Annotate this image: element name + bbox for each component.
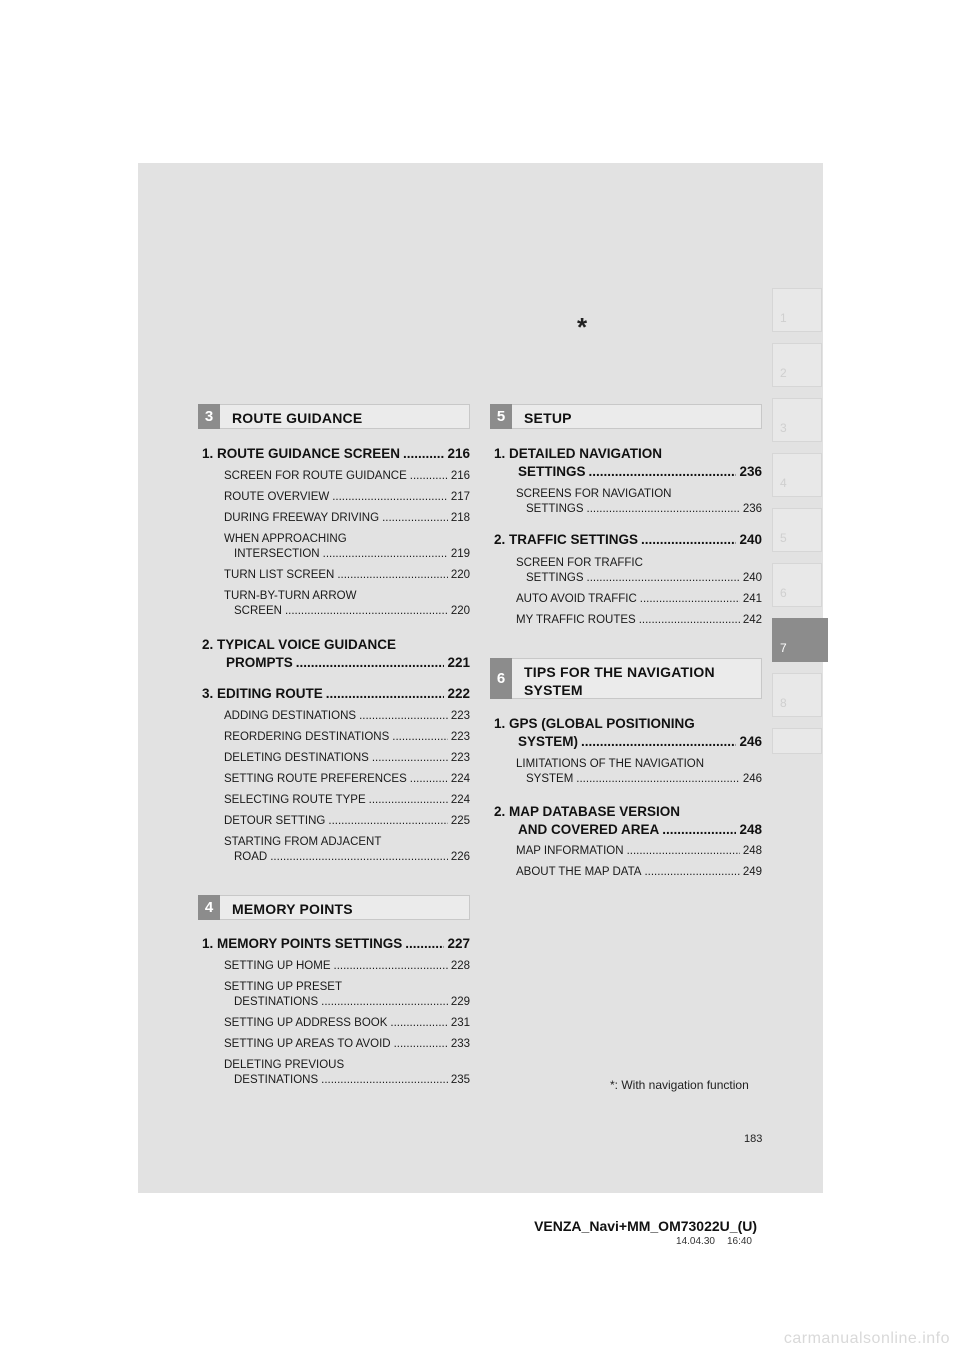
footnote: *: With navigation function [610, 1078, 749, 1092]
toc-subentry[interactable]: TURN-BY-TURN ARROW SCREEN ..... 220 [224, 589, 470, 619]
toc-subentry-list [516, 487, 762, 517]
section-header-3 [198, 404, 470, 429]
section-header-4 [198, 895, 470, 920]
section-number: 5 [490, 404, 512, 429]
document-id: VENZA_Navi+MM_OM73022U_(U) [534, 1218, 757, 1234]
section-title: ROUTE GUIDANCE [232, 410, 363, 426]
toc-subentry[interactable]: SELECTING ROUTE TYPE ..... 224 [224, 793, 470, 808]
toc-subentry[interactable]: ROUTE OVERVIEW ..... 217 [224, 490, 470, 505]
toc-subentry[interactable]: DELETING PREVIOUS DESTINATIONS ..... 235 [224, 1058, 470, 1088]
toc-subentry-list [516, 844, 762, 880]
chapter-tab-4[interactable]: 4 [772, 453, 822, 497]
toc-subentry[interactable]: SCREEN FOR TRAFFIC SETTINGS ..... 240 [516, 556, 762, 586]
toc-entry[interactable]: 1. GPS (GLOBAL POSITIONING SYSTEM) ..... 246 [494, 715, 762, 751]
toc-subentry[interactable]: DETOUR SETTING ..... 225 [224, 814, 470, 829]
toc-subentry[interactable]: SETTING UP ADDRESS BOOK ..... 231 [224, 1016, 470, 1031]
document-timestamp: 14.04.30 16:40 [676, 1236, 752, 1247]
toc-subentry[interactable]: DELETING DESTINATIONS ..... 223 [224, 751, 470, 766]
toc-subentry[interactable]: AUTO AVOID TRAFFIC ..... 241 [516, 592, 762, 607]
toc-entry[interactable]: 1. MEMORY POINTS SETTINGS ..... 227 [202, 935, 470, 953]
toc-subentry[interactable]: SCREENS FOR NAVIGATION SETTINGS ..... 236 [516, 487, 762, 517]
toc-subentry[interactable]: SCREEN FOR ROUTE GUIDANCE ..... 216 [224, 469, 470, 484]
toc-entry[interactable]: 2. TYPICAL VOICE GUIDANCE PROMPTS ..... 221 [202, 636, 470, 672]
toc-subentry[interactable]: MY TRAFFIC ROUTES ..... 242 [516, 613, 762, 628]
toc-subentry[interactable]: ABOUT THE MAP DATA ..... 249 [516, 865, 762, 880]
section-title: TIPS FOR THE NAVIGATION SYSTEM [524, 664, 715, 698]
toc-subentry[interactable]: SETTING UP AREAS TO AVOID ..... 233 [224, 1037, 470, 1052]
toc-subentry[interactable]: TURN LIST SCREEN ..... 220 [224, 568, 470, 583]
toc-subentry[interactable]: SETTING UP HOME ..... 228 [224, 959, 470, 974]
toc-subentry[interactable]: DURING FREEWAY DRIVING ..... 218 [224, 511, 470, 526]
section-title: SETUP [524, 410, 572, 426]
toc-subentry[interactable]: STARTING FROM ADJACENT ROAD ..... 226 [224, 835, 470, 865]
chapter-tab-1[interactable]: 1 [772, 288, 822, 332]
section-number: 6 [490, 658, 512, 699]
toc-entry[interactable]: 1. ROUTE GUIDANCE SCREEN ..... 216 [202, 445, 470, 463]
toc-subentry[interactable]: SETTING ROUTE PREFERENCES ..... 224 [224, 772, 470, 787]
toc-entry[interactable]: 2. MAP DATABASE VERSION AND COVERED AREA ..... 248 [494, 803, 762, 839]
section-header-6 [490, 658, 762, 699]
section-header-5 [490, 404, 762, 429]
toc-subentry[interactable]: SETTING UP PRESET DESTINATIONS ..... 229 [224, 980, 470, 1010]
toc-subentry-list [516, 757, 762, 787]
toc-subentry[interactable]: WHEN APPROACHING INTERSECTION ..... 219 [224, 532, 470, 562]
chapter-tab-blank[interactable] [772, 728, 822, 754]
chapter-tab-6[interactable]: 6 [772, 563, 822, 607]
section-title: MEMORY POINTS [232, 901, 353, 917]
section-number: 3 [198, 404, 220, 429]
toc-entry[interactable]: 1. DETAILED NAVIGATION SETTINGS ..... 236 [494, 445, 762, 481]
watermark: carmanualsonline.info [783, 1330, 950, 1347]
chapter-tab-3[interactable]: 3 [772, 398, 822, 442]
toc-subentry-list [516, 556, 762, 628]
page-number: 183 [744, 1133, 763, 1145]
chapter-tab-5[interactable]: 5 [772, 508, 822, 552]
toc-subentry[interactable]: ADDING DESTINATIONS ..... 223 [224, 709, 470, 724]
toc-subentry[interactable]: LIMITATIONS OF THE NAVIGATION SYSTEM ..... 246 [516, 757, 762, 787]
toc-entry[interactable]: 3. EDITING ROUTE ..... 222 [202, 685, 470, 703]
toc-subentry-list [224, 709, 470, 865]
toc-subentry[interactable]: MAP INFORMATION ..... 248 [516, 844, 762, 859]
section-number: 4 [198, 895, 220, 920]
toc-subentry-list [224, 959, 470, 1088]
chapter-tab-2[interactable]: 2 [772, 343, 822, 387]
toc-subentry[interactable]: REORDERING DESTINATIONS ..... 223 [224, 730, 470, 745]
chapter-tab-8[interactable]: 8 [772, 673, 822, 717]
navigation-asterisk: * [577, 312, 588, 342]
chapter-tab-7-active[interactable]: 7 [772, 618, 828, 662]
toc-subentry-list [224, 469, 470, 619]
toc-entry[interactable]: 2. TRAFFIC SETTINGS ..... 240 [494, 531, 762, 549]
